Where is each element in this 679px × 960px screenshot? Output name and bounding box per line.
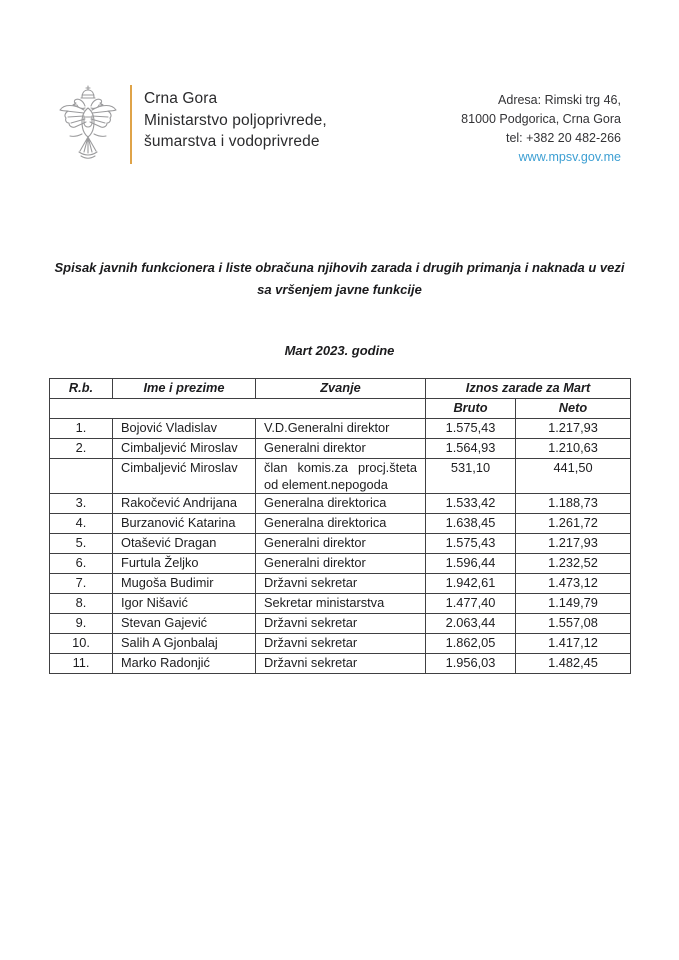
letterhead xyxy=(58,84,621,167)
cell-neto: 1.473,12 xyxy=(516,574,631,594)
cell-rb: 3. xyxy=(50,494,113,514)
cell-name: Stevan Gajević xyxy=(113,614,256,634)
table-row xyxy=(50,554,631,574)
cell-bruto: 1.942,61 xyxy=(426,574,516,594)
gold-divider xyxy=(130,85,132,164)
contact-block xyxy=(461,84,621,167)
cell-zvanje: Državni sekretar xyxy=(256,574,426,594)
cell-zvanje: Državni sekretar xyxy=(256,634,426,654)
cell-name: Furtula Željko xyxy=(113,554,256,574)
table-row xyxy=(50,459,631,494)
cell-zvanje: Državni sekretar xyxy=(256,614,426,634)
cell-name: Bojović Vladislav xyxy=(113,419,256,439)
cell-neto: 1.557,08 xyxy=(516,614,631,634)
brand-block xyxy=(58,84,327,167)
cell-neto: 1.417,12 xyxy=(516,634,631,654)
table-row xyxy=(50,494,631,514)
table-subheader-row xyxy=(50,399,631,419)
cell-bruto: 1.575,43 xyxy=(426,534,516,554)
salary-table xyxy=(49,378,631,674)
cell-zvanje: član komis.za procj.šteta od element.nepogoda xyxy=(256,459,426,494)
cell-zvanje: V.D.Generalni direktor xyxy=(256,419,426,439)
cell-rb: 9. xyxy=(50,614,113,634)
col-header-bruto: Bruto xyxy=(426,399,516,419)
cell-rb: 6. xyxy=(50,554,113,574)
cell-bruto: 1.638,45 xyxy=(426,514,516,534)
cell-zvanje: Državni sekretar xyxy=(256,654,426,674)
col-header-rb: R.b. xyxy=(50,379,113,399)
contact-address-line1: Adresa: Rimski trg 46, xyxy=(498,93,621,107)
org-ministry-line2: šumarstva i vodoprivrede xyxy=(144,133,320,150)
cell-rb: 5. xyxy=(50,534,113,554)
document-title-line1: Spisak javnih funkcionera i liste obračuna njihovih zarada i drugih primanja i naknada u vezi xyxy=(54,260,625,275)
cell-zvanje: Generalni direktor xyxy=(256,534,426,554)
col-header-salary-group: Iznos zarade za Mart xyxy=(426,379,631,399)
cell-name: Marko Radonjić xyxy=(113,654,256,674)
coat-of-arms-icon xyxy=(58,84,118,167)
table-row xyxy=(50,634,631,654)
table-row xyxy=(50,419,631,439)
cell-name: Salih A Gjonbalaj xyxy=(113,634,256,654)
cell-zvanje: Generalni direktor xyxy=(256,554,426,574)
document-title-line2: sa vršenjem javne funkcije xyxy=(257,281,422,297)
contact-phone: tel: +382 20 482-266 xyxy=(505,131,621,145)
cell-bruto: 531,10 xyxy=(426,459,516,494)
document-title xyxy=(40,257,639,300)
cell-bruto: 1.564,93 xyxy=(426,439,516,459)
salary-table-body xyxy=(50,419,631,674)
subheader-empty-cell xyxy=(50,399,426,419)
cell-bruto: 2.063,44 xyxy=(426,614,516,634)
cell-rb: 10. xyxy=(50,634,113,654)
cell-zvanje: Sekretar ministarstva xyxy=(256,594,426,614)
table-row xyxy=(50,614,631,634)
cell-neto: 1.232,52 xyxy=(516,554,631,574)
cell-name: Mugoša Budimir xyxy=(113,574,256,594)
cell-bruto: 1.862,05 xyxy=(426,634,516,654)
org-country: Crna Gora xyxy=(144,90,218,107)
cell-bruto: 1.533,42 xyxy=(426,494,516,514)
cell-rb: 11. xyxy=(50,654,113,674)
cell-rb: 4. xyxy=(50,514,113,534)
cell-neto: 441,50 xyxy=(516,459,631,494)
cell-name: Burzanović Katarina xyxy=(113,514,256,534)
col-header-neto: Neto xyxy=(516,399,631,419)
cell-zvanje: Generalna direktorica xyxy=(256,494,426,514)
table-row xyxy=(50,514,631,534)
cell-zvanje: Generalna direktorica xyxy=(256,514,426,534)
cell-rb: 8. xyxy=(50,594,113,614)
table-row xyxy=(50,534,631,554)
cell-name: Otašević Dragan xyxy=(113,534,256,554)
report-period: Mart 2023. godine xyxy=(284,343,395,358)
cell-neto: 1.261,72 xyxy=(516,514,631,534)
cell-neto: 1.482,45 xyxy=(516,654,631,674)
org-text-block xyxy=(144,84,327,167)
org-ministry-line1: Ministarstvo poljoprivrede, xyxy=(144,111,327,129)
website-link[interactable]: www.mpsv.gov.me xyxy=(518,150,621,164)
cell-name: Cimbaljević Miroslav xyxy=(113,439,256,459)
table-header-row xyxy=(50,379,631,399)
cell-rb: 1. xyxy=(50,419,113,439)
cell-bruto: 1.596,44 xyxy=(426,554,516,574)
cell-bruto: 1.477,40 xyxy=(426,594,516,614)
cell-bruto: 1.575,43 xyxy=(426,419,516,439)
table-row xyxy=(50,439,631,459)
cell-neto: 1.210,63 xyxy=(516,439,631,459)
cell-bruto: 1.956,03 xyxy=(426,654,516,674)
table-row xyxy=(50,574,631,594)
cell-rb xyxy=(50,459,113,494)
cell-rb: 7. xyxy=(50,574,113,594)
cell-name: Cimbaljević Miroslav xyxy=(113,459,256,494)
table-row xyxy=(50,594,631,614)
cell-zvanje: Generalni direktor xyxy=(256,439,426,459)
cell-name: Igor Nišavić xyxy=(113,594,256,614)
cell-neto: 1.217,93 xyxy=(516,534,631,554)
cell-rb: 2. xyxy=(50,439,113,459)
cell-name: Rakočević Andrijana xyxy=(113,494,256,514)
table-row xyxy=(50,654,631,674)
col-header-name: Ime i prezime xyxy=(113,379,256,399)
cell-neto: 1.188,73 xyxy=(516,494,631,514)
contact-address-line2: 81000 Podgorica, Crna Gora xyxy=(461,112,621,126)
col-header-zvanje: Zvanje xyxy=(256,379,426,399)
cell-neto: 1.149,79 xyxy=(516,594,631,614)
cell-neto: 1.217,93 xyxy=(516,419,631,439)
